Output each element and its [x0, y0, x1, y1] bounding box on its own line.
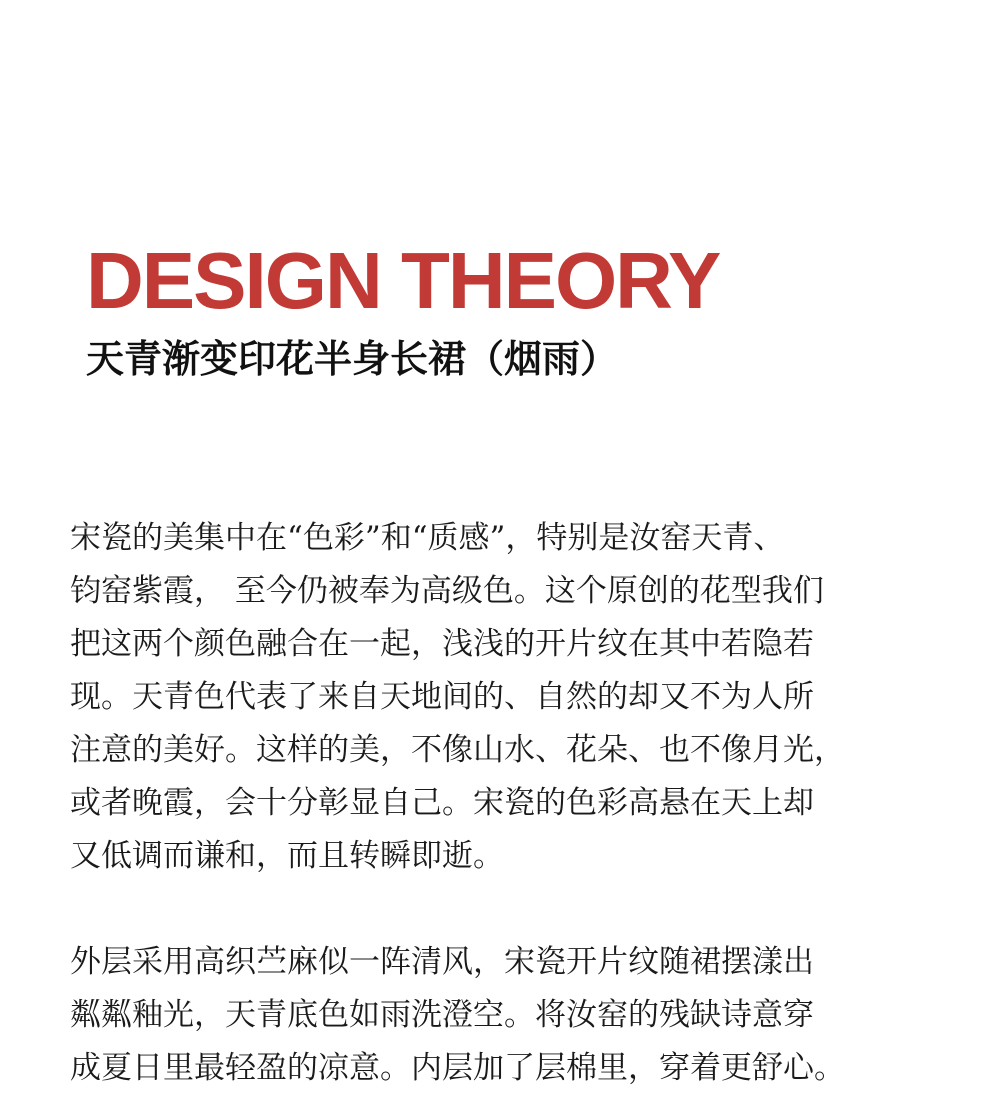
page-heading: DESIGN THEORY [86, 236, 720, 325]
paragraph-line: 粼粼釉光，天青底色如雨洗澄空。将汝窑的残缺诗意穿 [70, 997, 814, 1033]
paragraph-line: 把这两个颜色融合在一起，浅浅的开片纹在其中若隐若 [70, 626, 814, 662]
paragraph-line: 或者晚霞，会十分彰显自己。宋瓷的色彩高悬在天上却 [70, 785, 814, 821]
paragraph-line: 成夏日里最轻盈的凉意。内层加了层棉里，穿着更舒心。 [70, 1050, 845, 1086]
paragraph-line: 现。天青色代表了来自天地间的、自然的却又不为人所 [70, 679, 814, 715]
paragraph-line: 钧窑紫霞， 至今仍被奉为高级色。这个原创的花型我们 [70, 573, 824, 609]
paragraph-line: 宋瓷的美集中在“色彩”和“质感”，特别是汝窑天青、 [70, 520, 785, 556]
description-paragraph-1 [70, 512, 920, 883]
paragraph-line: 又低调而谦和，而且转瞬即逝。 [70, 838, 504, 874]
product-title: 天青渐变印花半身长裙（烟雨） [86, 337, 619, 381]
paragraph-line: 注意的美好。这样的美，不像山水、花朵、也不像月光， [70, 732, 845, 768]
description-paragraph-2 [70, 936, 920, 1095]
paragraph-line: 外层采用高织苎麻似一阵清风，宋瓷开片纹随裙摆漾出 [70, 944, 814, 980]
